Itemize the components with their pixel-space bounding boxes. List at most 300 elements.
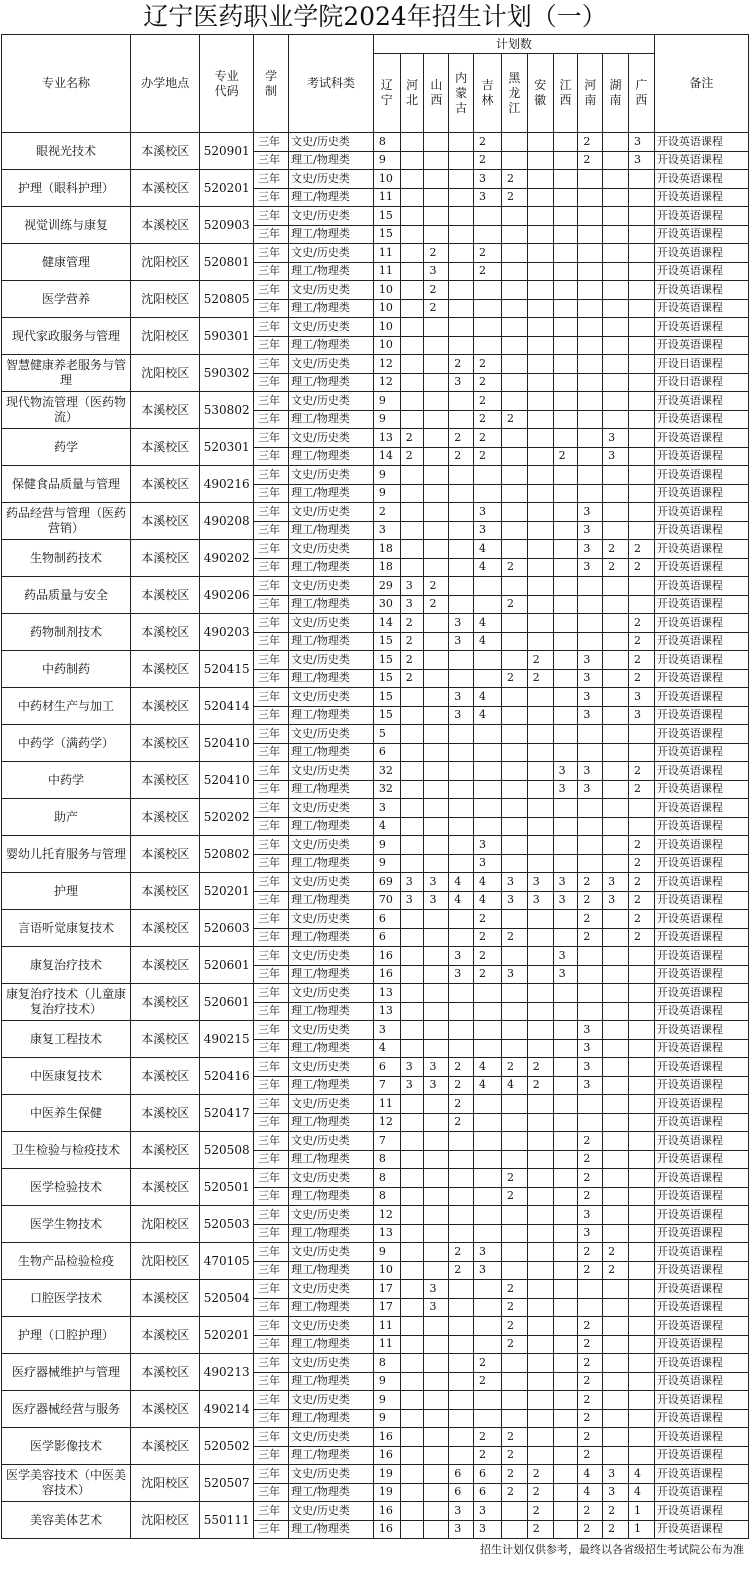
major-code: 520201 — [200, 1317, 254, 1354]
exam-subject: 理工/物理类 — [289, 447, 374, 466]
plan-count — [424, 1372, 449, 1391]
plan-count: 3 — [578, 688, 603, 707]
header-province-text: 河南 — [584, 78, 597, 107]
remark: 开设英语课程 — [654, 780, 748, 799]
campus-location: 本溪校区 — [131, 207, 200, 244]
remark: 开设英语课程 — [654, 1132, 748, 1151]
table-row — [2, 614, 749, 633]
plan-count — [553, 1039, 578, 1058]
plan-count — [628, 1076, 654, 1095]
duration: 三年 — [254, 725, 289, 744]
duration: 三年 — [254, 1391, 289, 1410]
plan-count: 2 — [578, 1354, 603, 1373]
plan-count: 3 — [474, 1502, 502, 1521]
exam-subject: 文史/历史类 — [289, 355, 374, 374]
plan-count: 2 — [578, 1150, 603, 1169]
plan-count — [501, 207, 527, 226]
plan-count: 2 — [449, 1261, 474, 1280]
plan-count — [400, 1372, 424, 1391]
exam-subject: 文史/历史类 — [289, 1391, 374, 1410]
campus-location: 沈阳校区 — [131, 281, 200, 318]
plan-count: 10 — [373, 299, 400, 318]
plan-count — [424, 780, 449, 799]
campus-location: 本溪校区 — [131, 1132, 200, 1169]
major-code: 550111 — [200, 1502, 254, 1539]
campus-location: 本溪校区 — [131, 1021, 200, 1058]
plan-count: 3 — [628, 688, 654, 707]
plan-count: 2 — [474, 373, 502, 392]
plan-count — [501, 336, 527, 355]
plan-count — [424, 614, 449, 633]
plan-count — [527, 392, 553, 411]
plan-count: 19 — [373, 1465, 400, 1484]
exam-subject: 理工/物理类 — [289, 188, 374, 207]
exam-subject: 理工/物理类 — [289, 1298, 374, 1317]
plan-count — [628, 743, 654, 762]
plan-count — [527, 854, 553, 873]
plan-count: 3 — [474, 1243, 502, 1262]
plan-count — [400, 540, 424, 559]
plan-count — [603, 1317, 629, 1336]
plan-count — [628, 355, 654, 374]
table-row — [2, 503, 749, 522]
major-code: 520201 — [200, 873, 254, 910]
plan-count — [628, 244, 654, 263]
exam-subject: 理工/物理类 — [289, 706, 374, 725]
plan-count — [424, 540, 449, 559]
duration: 三年 — [254, 1335, 289, 1354]
plan-count — [578, 1298, 603, 1317]
plan-count — [628, 1224, 654, 1243]
remark: 开设英语课程 — [654, 1224, 748, 1243]
plan-count — [501, 1520, 527, 1539]
plan-count — [501, 540, 527, 559]
plan-count — [553, 521, 578, 540]
campus-location: 本溪校区 — [131, 984, 200, 1021]
plan-count: 14 — [373, 447, 400, 466]
table-row — [2, 170, 749, 189]
plan-count — [628, 1446, 654, 1465]
plan-count — [474, 595, 502, 614]
plan-count — [501, 1150, 527, 1169]
plan-count — [424, 928, 449, 947]
plan-count — [527, 1113, 553, 1132]
plan-count — [474, 669, 502, 688]
plan-count: 2 — [628, 669, 654, 688]
plan-count: 3 — [578, 651, 603, 670]
table-row — [2, 910, 749, 929]
plan-count — [501, 762, 527, 781]
table-row — [2, 1317, 749, 1336]
duration: 三年 — [254, 170, 289, 189]
plan-count: 2 — [628, 632, 654, 651]
plan-count: 2 — [603, 1520, 629, 1539]
plan-count: 3 — [400, 1076, 424, 1095]
plan-count — [400, 947, 424, 966]
major-name: 卫生检验与检疫技术 — [2, 1132, 131, 1169]
plan-count: 3 — [578, 780, 603, 799]
plan-count — [527, 965, 553, 984]
plan-count — [501, 225, 527, 244]
plan-count: 12 — [373, 1113, 400, 1132]
plan-count: 2 — [628, 836, 654, 855]
major-name: 助产 — [2, 799, 131, 836]
plan-count — [603, 1132, 629, 1151]
plan-count: 4 — [449, 873, 474, 892]
exam-subject: 文史/历史类 — [289, 133, 374, 152]
duration: 三年 — [254, 1021, 289, 1040]
plan-count — [400, 1039, 424, 1058]
header-province — [373, 54, 400, 133]
plan-count — [424, 484, 449, 503]
plan-count — [527, 1372, 553, 1391]
remark: 开设英语课程 — [654, 910, 748, 929]
plan-count: 6 — [474, 1465, 502, 1484]
plan-count: 2 — [501, 410, 527, 429]
plan-count — [553, 669, 578, 688]
plan-count — [553, 299, 578, 318]
plan-count: 13 — [373, 984, 400, 1003]
major-code: 520801 — [200, 244, 254, 281]
plan-count: 2 — [578, 1317, 603, 1336]
plan-count: 3 — [553, 965, 578, 984]
plan-count — [424, 1243, 449, 1262]
remark: 开设英语课程 — [654, 558, 748, 577]
plan-count — [603, 614, 629, 633]
plan-count: 3 — [373, 1021, 400, 1040]
plan-count: 3 — [553, 891, 578, 910]
plan-count: 3 — [578, 558, 603, 577]
plan-count — [424, 410, 449, 429]
plan-count — [400, 558, 424, 577]
plan-count: 2 — [474, 133, 502, 152]
plan-count — [553, 836, 578, 855]
header-duration-text: 学制 — [265, 68, 278, 98]
plan-count — [424, 651, 449, 670]
plan-count — [501, 1206, 527, 1225]
plan-count — [578, 799, 603, 818]
plan-count — [474, 318, 502, 337]
plan-count: 3 — [424, 262, 449, 281]
remark: 开设英语课程 — [654, 817, 748, 836]
plan-count — [603, 392, 629, 411]
plan-count — [501, 1113, 527, 1132]
plan-count — [449, 1409, 474, 1428]
plan-count — [449, 1391, 474, 1410]
plan-count — [578, 854, 603, 873]
plan-count: 3 — [578, 1224, 603, 1243]
header-province-text: 黑龙江 — [508, 70, 521, 115]
plan-count — [474, 780, 502, 799]
plan-count — [603, 1372, 629, 1391]
plan-count — [501, 318, 527, 337]
plan-count: 69 — [373, 873, 400, 892]
plan-count — [424, 1206, 449, 1225]
plan-count — [474, 817, 502, 836]
plan-count — [424, 318, 449, 337]
plan-count — [578, 725, 603, 744]
plan-count: 5 — [373, 725, 400, 744]
plan-count — [553, 1076, 578, 1095]
plan-count — [553, 262, 578, 281]
exam-subject: 文史/历史类 — [289, 318, 374, 337]
plan-count — [527, 503, 553, 522]
plan-count: 2 — [628, 651, 654, 670]
major-name: 中药制药 — [2, 651, 131, 688]
exam-subject: 理工/物理类 — [289, 1224, 374, 1243]
table-row — [2, 1021, 749, 1040]
major-code: 520201 — [200, 170, 254, 207]
plan-count — [449, 725, 474, 744]
plan-count — [628, 410, 654, 429]
plan-count — [578, 225, 603, 244]
plan-count — [400, 910, 424, 929]
plan-count — [553, 429, 578, 448]
plan-count: 2 — [501, 1169, 527, 1188]
plan-count: 29 — [373, 577, 400, 596]
plan-count: 3 — [373, 799, 400, 818]
duration: 三年 — [254, 577, 289, 596]
plan-count — [628, 1335, 654, 1354]
campus-location: 本溪校区 — [131, 688, 200, 725]
plan-count — [527, 688, 553, 707]
plan-count — [553, 1428, 578, 1447]
duration: 三年 — [254, 1428, 289, 1447]
plan-count — [603, 1335, 629, 1354]
exam-subject: 文史/历史类 — [289, 392, 374, 411]
plan-count: 3 — [603, 873, 629, 892]
remark: 开设英语课程 — [654, 410, 748, 429]
plan-count — [449, 1280, 474, 1299]
plan-count — [424, 1335, 449, 1354]
plan-count — [628, 799, 654, 818]
plan-count — [424, 1428, 449, 1447]
plan-count: 2 — [501, 1428, 527, 1447]
header-province — [424, 54, 449, 133]
plan-count — [628, 1002, 654, 1021]
major-name: 药学 — [2, 429, 131, 466]
campus-location: 本溪校区 — [131, 1428, 200, 1465]
plan-count: 15 — [373, 225, 400, 244]
plan-count: 4 — [628, 1465, 654, 1484]
plan-count — [424, 965, 449, 984]
plan-count — [628, 1169, 654, 1188]
plan-count — [501, 281, 527, 300]
plan-count: 2 — [474, 910, 502, 929]
major-name: 视觉训练与康复 — [2, 207, 131, 244]
plan-count — [578, 1113, 603, 1132]
major-name: 口腔医学技术 — [2, 1280, 131, 1317]
duration: 三年 — [254, 1058, 289, 1077]
remark: 开设英语课程 — [654, 1409, 748, 1428]
plan-count: 2 — [578, 1428, 603, 1447]
major-code: 520802 — [200, 836, 254, 873]
plan-count: 2 — [449, 1113, 474, 1132]
duration: 三年 — [254, 1446, 289, 1465]
table-row — [2, 984, 749, 1003]
plan-count — [449, 577, 474, 596]
plan-count: 3 — [373, 521, 400, 540]
plan-count — [400, 1224, 424, 1243]
exam-subject: 理工/物理类 — [289, 225, 374, 244]
duration: 三年 — [254, 688, 289, 707]
plan-count: 2 — [527, 1520, 553, 1539]
plan-count — [527, 799, 553, 818]
major-name: 医疗器械经营与服务 — [2, 1391, 131, 1428]
plan-count: 18 — [373, 558, 400, 577]
exam-subject: 文史/历史类 — [289, 1428, 374, 1447]
duration: 三年 — [254, 984, 289, 1003]
plan-count — [527, 170, 553, 189]
plan-count — [400, 151, 424, 170]
plan-count — [527, 1206, 553, 1225]
plan-count — [527, 1409, 553, 1428]
plan-count — [628, 521, 654, 540]
plan-count — [628, 1095, 654, 1114]
plan-count — [553, 577, 578, 596]
plan-count — [603, 651, 629, 670]
remark: 开设英语课程 — [654, 188, 748, 207]
remark: 开设英语课程 — [654, 1317, 748, 1336]
exam-subject: 文史/历史类 — [289, 170, 374, 189]
plan-count — [628, 965, 654, 984]
plan-count: 6 — [449, 1483, 474, 1502]
plan-count — [527, 1354, 553, 1373]
duration: 三年 — [254, 1243, 289, 1262]
exam-subject: 文史/历史类 — [289, 503, 374, 522]
plan-count — [501, 1021, 527, 1040]
remark: 开设日语课程 — [654, 373, 748, 392]
plan-count — [527, 910, 553, 929]
plan-count — [474, 1224, 502, 1243]
plan-count — [400, 706, 424, 725]
plan-count — [553, 1317, 578, 1336]
plan-count — [628, 1280, 654, 1299]
plan-count — [474, 743, 502, 762]
plan-count — [553, 558, 578, 577]
plan-count — [603, 1113, 629, 1132]
plan-count — [449, 521, 474, 540]
plan-count: 2 — [373, 503, 400, 522]
remark: 开设英语课程 — [654, 1335, 748, 1354]
table-row — [2, 244, 749, 263]
header-province — [603, 54, 629, 133]
exam-subject: 文史/历史类 — [289, 947, 374, 966]
plan-count — [400, 1446, 424, 1465]
table-row — [2, 577, 749, 596]
plan-count — [474, 1391, 502, 1410]
plan-count — [449, 281, 474, 300]
duration: 三年 — [254, 651, 289, 670]
plan-count — [603, 1446, 629, 1465]
plan-count — [628, 1132, 654, 1151]
plan-count — [501, 854, 527, 873]
plan-count — [628, 1428, 654, 1447]
table-row — [2, 540, 749, 559]
plan-count — [424, 1483, 449, 1502]
campus-location: 本溪校区 — [131, 170, 200, 207]
plan-count: 14 — [373, 614, 400, 633]
remark: 开设英语课程 — [654, 873, 748, 892]
plan-count — [449, 1150, 474, 1169]
remark: 开设英语课程 — [654, 281, 748, 300]
plan-count: 2 — [424, 595, 449, 614]
plan-count — [501, 262, 527, 281]
plan-count — [474, 762, 502, 781]
plan-count: 2 — [474, 262, 502, 281]
plan-count — [603, 669, 629, 688]
plan-count — [400, 1169, 424, 1188]
duration: 三年 — [254, 1502, 289, 1521]
plan-count — [578, 466, 603, 485]
plan-count — [578, 207, 603, 226]
duration: 三年 — [254, 1261, 289, 1280]
remark: 开设英语课程 — [654, 1095, 748, 1114]
major-name: 现代物流管理（医药物流） — [2, 392, 131, 429]
exam-subject: 文史/历史类 — [289, 1169, 374, 1188]
plan-count — [400, 1391, 424, 1410]
plan-count: 2 — [474, 1446, 502, 1465]
plan-count — [628, 503, 654, 522]
plan-count — [553, 632, 578, 651]
major-name: 美容美体艺术 — [2, 1502, 131, 1539]
remark: 开设英语课程 — [654, 1428, 748, 1447]
major-code: 590301 — [200, 318, 254, 355]
header-province — [553, 54, 578, 133]
campus-location: 本溪校区 — [131, 651, 200, 688]
campus-location: 本溪校区 — [131, 503, 200, 540]
plan-count — [449, 836, 474, 855]
plan-count — [424, 1354, 449, 1373]
duration: 三年 — [254, 706, 289, 725]
plan-count — [424, 1113, 449, 1132]
exam-subject: 文史/历史类 — [289, 725, 374, 744]
plan-count — [578, 1280, 603, 1299]
plan-count — [527, 947, 553, 966]
plan-count — [400, 281, 424, 300]
plan-count — [578, 262, 603, 281]
plan-count: 2 — [474, 410, 502, 429]
plan-count — [553, 484, 578, 503]
remark: 开设英语课程 — [654, 595, 748, 614]
campus-location: 本溪校区 — [131, 540, 200, 577]
plan-count: 2 — [501, 1187, 527, 1206]
major-code: 520504 — [200, 1280, 254, 1317]
plan-count — [527, 151, 553, 170]
plan-count — [527, 1039, 553, 1058]
duration: 三年 — [254, 1483, 289, 1502]
major-name: 药品经营与管理（医药营销） — [2, 503, 131, 540]
plan-count — [578, 373, 603, 392]
header-province — [527, 54, 553, 133]
remark: 开设英语课程 — [654, 1280, 748, 1299]
plan-count — [449, 595, 474, 614]
plan-count — [400, 1113, 424, 1132]
plan-count — [603, 225, 629, 244]
table-row — [2, 429, 749, 448]
header-note: 备注 — [654, 35, 748, 133]
plan-count — [578, 170, 603, 189]
plan-count — [603, 373, 629, 392]
plan-count — [553, 928, 578, 947]
remark: 开设英语课程 — [654, 651, 748, 670]
plan-count — [553, 1520, 578, 1539]
duration: 三年 — [254, 244, 289, 263]
duration: 三年 — [254, 743, 289, 762]
plan-count — [424, 910, 449, 929]
plan-count — [501, 1372, 527, 1391]
plan-count — [527, 262, 553, 281]
